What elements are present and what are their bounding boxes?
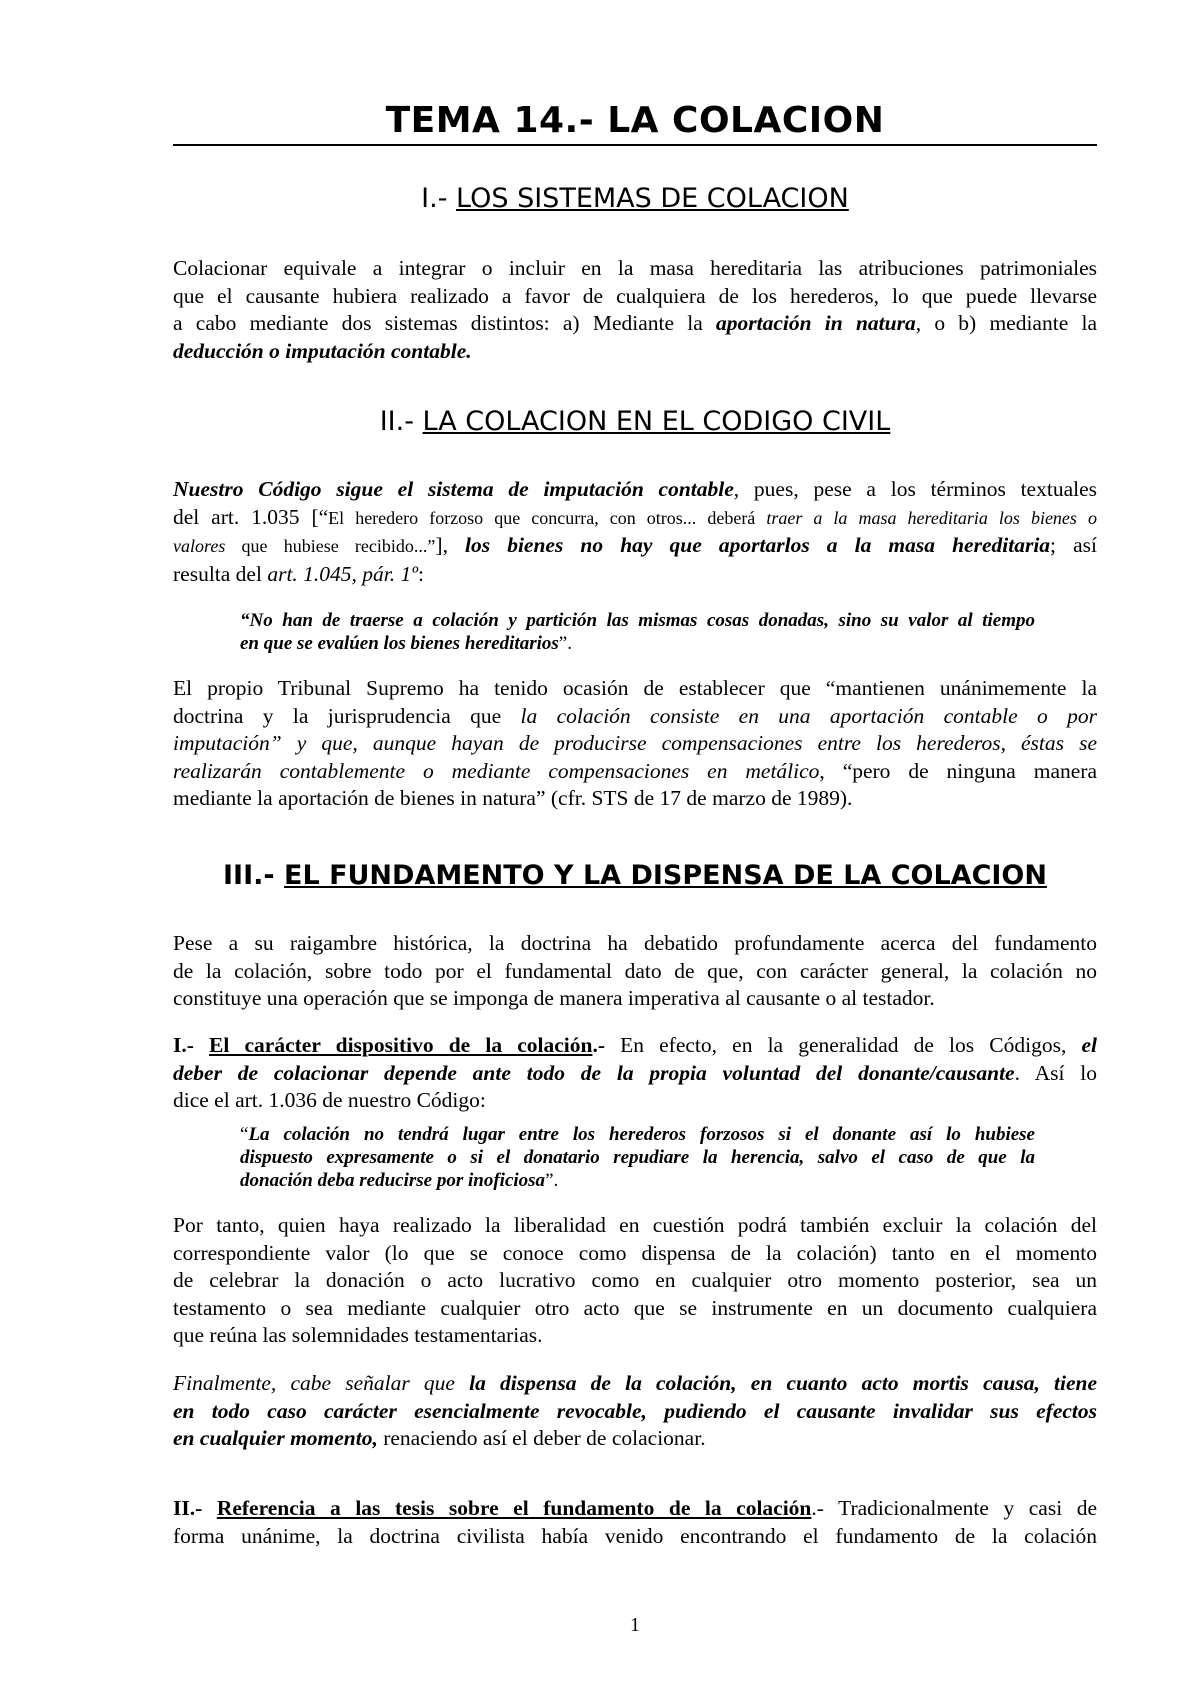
- citation-text: El heredero forzoso que concurra, con otros... deberá: [328, 507, 767, 528]
- section-2-heading: [173, 406, 1097, 437]
- text-run: a cabo mediante dos sistemas distintos: a) Mediante la: [173, 311, 716, 335]
- text-line: mediante la aportación de bienes in natura” (cfr. STS de 17 de marzo de 1989).: [173, 786, 853, 810]
- quote-line: [240, 1123, 1035, 1146]
- text-line: imputación” y que, aunque hayan de producirse compensaciones entre los herederos, éstas se: [173, 731, 1097, 755]
- quote-line: dispuesto expresamente o si el donatario repudiare la herencia, salvo el caso de que la: [240, 1147, 1035, 1168]
- document-title: TEMA 14.- LA COLACION: [385, 100, 885, 141]
- section-1-paragraph-1: [173, 255, 1097, 365]
- section-3-paragraph-3: [173, 1212, 1097, 1350]
- subsection-number: I.-: [173, 1033, 210, 1057]
- emphasis-text: aportación in natura: [716, 311, 916, 335]
- text-run: ],: [435, 533, 466, 557]
- text-line: Por tanto, quien haya realizado la liberalidad en cuestión podrá también excluir la colación del: [173, 1213, 1097, 1237]
- text-line: forma unánime, la doctrina civilista había venido encontrando el fundamento de la colación: [173, 1523, 1097, 1548]
- italic-text: la colación consiste en una aportación contable o por: [520, 703, 1097, 728]
- emphasis-text: el: [1081, 1033, 1098, 1057]
- quote-text: La colación no tendrá lugar entre los herederos forzosos si el donante así lo hubiese: [248, 1124, 1035, 1145]
- quote-art-1036: [240, 1123, 1035, 1192]
- text-run: , o b) mediante la: [915, 311, 1097, 335]
- text-line: que reúna las solemnidades testamentarias.: [173, 1323, 543, 1347]
- text-line: [173, 1060, 1097, 1088]
- emphasis-text: deducción o imputación contable.: [173, 338, 472, 363]
- quote-line: [240, 632, 1035, 655]
- text-line: que el causante hubiera realizado a favor de cualquiera de los herederos, lo que puede llevarse: [173, 283, 1097, 308]
- text-line: en todo caso carácter esencialmente revocable, pudiendo el causante invalidar sus efectos: [173, 1398, 1097, 1423]
- text-line: [173, 476, 1097, 504]
- text-line: Colacionar equivale a integrar o incluir en la masa hereditaria las atribuciones patrimoniales: [173, 256, 1097, 280]
- text-run: doctrina y la jurisprudencia que: [173, 703, 521, 728]
- article-reference: art. 1.045, pár. 1º: [267, 561, 418, 586]
- quote-text: en que se evalúen los bienes hereditarios: [240, 633, 559, 654]
- text-line: [173, 504, 1097, 533]
- text-line: correspondiente valor (lo que se conoce como dispensa de la colación) tanto en el momento: [173, 1240, 1097, 1265]
- emphasis-text: en cualquier momento,: [173, 1426, 378, 1450]
- text-line: de celebrar la donación o acto lucrativo como en cualquier otro momento posterior, sea un: [173, 1268, 1097, 1292]
- quote-art-1045: [240, 609, 1035, 655]
- italic-text: Finalmente, cabe señalar que: [173, 1371, 470, 1395]
- text-run: . Así lo: [1014, 1060, 1097, 1085]
- text-run: :: [417, 561, 424, 586]
- text-line: testamento o sea mediante cualquier otro acto que se instrumente en un documento cualquiera: [173, 1295, 1097, 1320]
- text-run: , pues, pese a los términos textuales: [733, 477, 1097, 501]
- section-2-prefix: II.-: [379, 406, 423, 437]
- text-line: [173, 1032, 1097, 1060]
- text-line: [173, 1425, 1097, 1453]
- section-3-title: EL FUNDAMENTO Y LA DISPENSA DE LA COLACION: [284, 860, 1047, 891]
- text-line: de la colación, sobre todo por el fundamental dato de que, con carácter general, la colación no: [173, 958, 1097, 983]
- quote-line: [240, 1169, 1035, 1192]
- emphasis-text: la dispensa de la colación, en cuanto acto mortis causa, tiene: [469, 1371, 1097, 1395]
- section-1-heading: [173, 183, 1097, 214]
- text-run: renaciendo así el deber de colacionar.: [377, 1426, 706, 1450]
- subsection-number: II.-: [173, 1496, 217, 1520]
- emphasis-text: los bienes no hay que aportarlos a la masa hereditaria: [465, 533, 1051, 557]
- text-run: .- Tradicionalmente y casi de: [811, 1496, 1097, 1520]
- text-line: [173, 758, 1097, 786]
- text-run: , “pero de ninguna manera: [819, 758, 1097, 783]
- citation-italic: valores: [173, 536, 226, 556]
- section-1-title: LOS SISTEMAS DE COLACION: [456, 183, 849, 214]
- section-3-heading: [173, 860, 1097, 891]
- emphasis-text: deber de colacionar depende ante todo de la propia voluntad del donante/causante: [173, 1060, 1015, 1085]
- quote-close: ”.: [545, 1170, 559, 1191]
- quote-open: “: [240, 1124, 249, 1145]
- quote-close: ”.: [558, 633, 572, 654]
- section-2-paragraph-2: [173, 675, 1097, 813]
- section-3-paragraph-5: [173, 1495, 1097, 1550]
- text-line: [173, 532, 1097, 561]
- section-1-prefix: I.-: [421, 183, 457, 214]
- section-3-paragraph-1: [173, 930, 1097, 1013]
- text-line: [173, 1370, 1097, 1398]
- text-line: [173, 310, 1097, 338]
- citation-text: que hubiese recibido...”: [225, 536, 436, 556]
- subsection-title: El carácter dispositivo de la colación: [209, 1033, 593, 1057]
- text-run: resulta del: [173, 561, 268, 586]
- citation-italic: traer a la masa hereditaria los bienes o: [766, 507, 1097, 528]
- section-3-paragraph-4: [173, 1370, 1097, 1453]
- subsection-title: Referencia a las tesis sobre el fundamento de la colación: [216, 1496, 812, 1520]
- text-line: El propio Tribunal Supremo ha tenido ocasión de establecer que “mantienen unánimemente la: [173, 676, 1097, 700]
- text-run: del art. 1.035 [“: [173, 504, 329, 529]
- italic-text: realizarán contablemente o mediante compensaciones en metálico: [173, 758, 820, 783]
- quote-text: donación deba reducirse por inoficiosa: [240, 1170, 546, 1191]
- text-line: dice el art. 1.036 de nuestro Código:: [173, 1088, 486, 1112]
- title-underline-rule: [173, 144, 1097, 146]
- quote-line: “No han de traerse a colación y partición las mismas cosas donadas, sino su valor al tiempo: [240, 610, 1035, 631]
- text-run: ; así: [1050, 533, 1097, 557]
- text-line: [173, 703, 1097, 731]
- section-2-paragraph-1: [173, 476, 1097, 588]
- text-line: [173, 561, 1097, 589]
- page-number: 1: [630, 1614, 640, 1636]
- emphasis-text: Nuestro Código sigue el sistema de imputación contable: [173, 477, 734, 501]
- text-line: [173, 1495, 1097, 1523]
- text-run: .-: [592, 1033, 621, 1057]
- section-2-title: LA COLACION EN EL CODIGO CIVIL: [422, 406, 891, 437]
- section-3-prefix: III.-: [223, 860, 285, 891]
- text-line: Pese a su raigambre histórica, la doctrina ha debatido profundamente acerca del fundamento: [173, 931, 1097, 955]
- text-line: constituye una operación que se imponga de manera imperativa al causante o al testador.: [173, 986, 935, 1010]
- text-run: En efecto, en la generalidad de los Códigos,: [620, 1033, 1082, 1057]
- section-3-paragraph-2: [173, 1032, 1097, 1115]
